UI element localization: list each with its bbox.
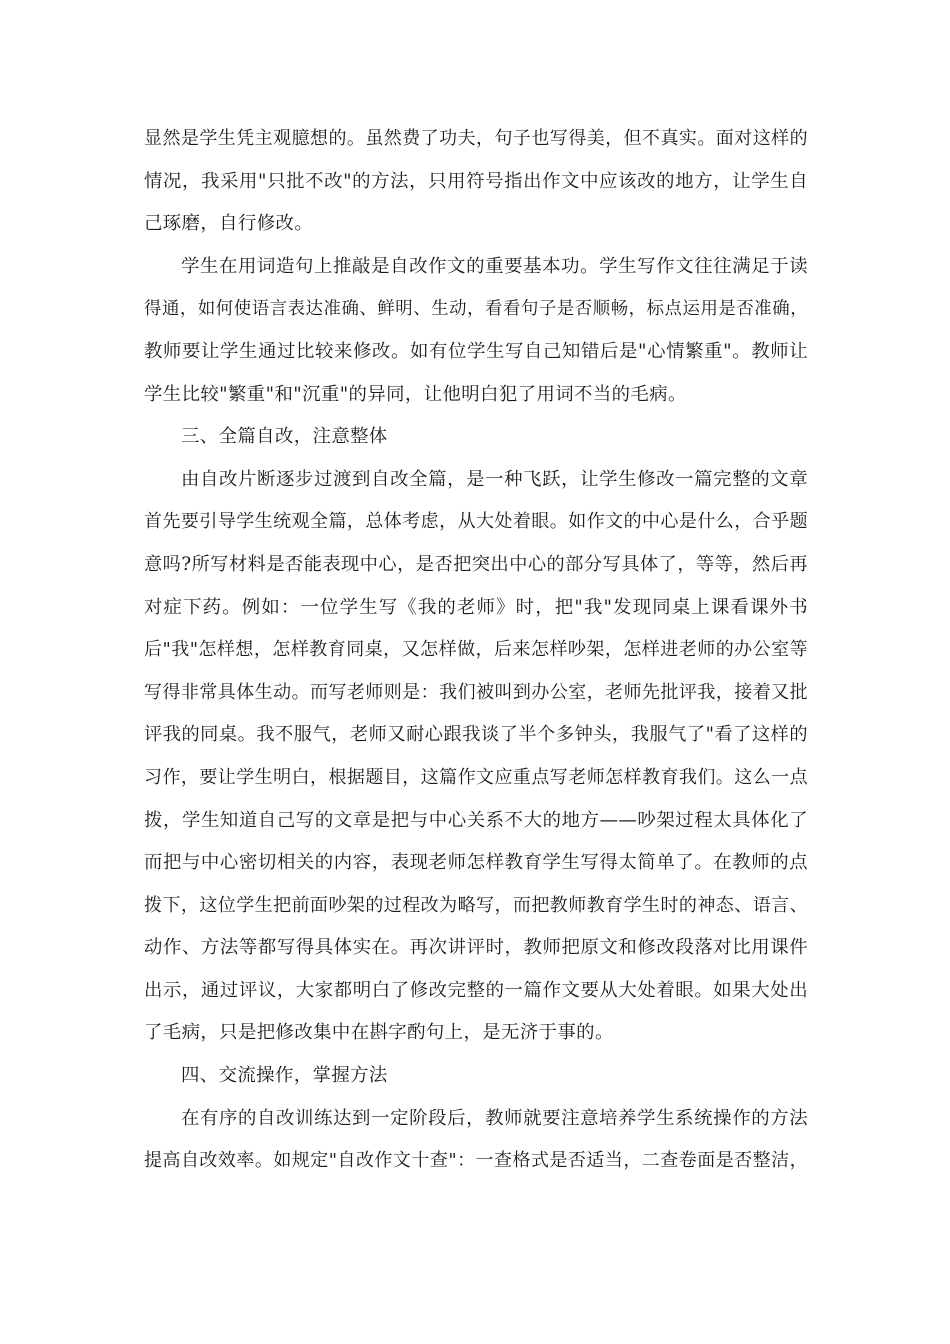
body-line-07: 学生比较"繁重"和"沉重"的异同，让他明白犯了用词不当的毛病。 — [144, 383, 687, 405]
body-line-21: 出示，通过评议，大家都明白了修改完整的一篇作文要从大处着眼。如果大处出 — [144, 979, 808, 1001]
body-line-10: 首先要引导学生统观全篇，总体考虑，从大处着眼。如作文的中心是什么，合乎题 — [144, 511, 808, 533]
section-heading-3: 三、全篇自改，注意整体 — [181, 426, 388, 448]
body-line-22: 了毛病，只是把修改集中在斟字酌句上，是无济于事的。 — [144, 1022, 614, 1044]
body-line-17: 拨，学生知道自己写的文章是把与中心关系不大的地方——吵架过程太具体化了 — [144, 809, 808, 831]
body-line-12: 对症下药。例如：一位学生写《我的老师》时，把"我"发现同桌上课看课外书 — [144, 596, 808, 618]
section-heading-4: 四、交流操作，掌握方法 — [181, 1065, 388, 1087]
body-line-01: 显然是学生凭主观臆想的。虽然费了功夫，句子也写得美，但不真实。面对这样的 — [144, 128, 808, 149]
body-line-05: 得通，如何使语言表达准确、鲜明、生动，看看句子是否顺畅，标点运用是否准确， — [144, 299, 808, 320]
body-line-15: 评我的同桌。我不服气，老师又耐心跟我谈了半个多钟头，我服气了"看了这样的 — [144, 724, 808, 746]
body-line-18: 而把与中心密切相关的内容，表现老师怎样教育学生写得太简单了。在教师的点 — [144, 852, 808, 874]
body-line-13: 后"我"怎样想，怎样教育同桌，又怎样做，后来怎样吵架，怎样进老师的办公室等 — [144, 639, 808, 661]
body-line-04: 学生在用词造句上推敲是自改作文的重要基本功。学生写作文往往满足于读 — [181, 255, 808, 277]
document-page — [144, 118, 808, 1183]
body-line-19: 拨下，这位学生把前面吵架的过程改为略写，而把教师教育学生时的神态、语言、 — [144, 894, 808, 916]
body-line-14: 写得非常具体生动。而写老师则是：我们被叫到办公室，老师先批评我，接着又批 — [144, 681, 808, 703]
body-line-20: 动作、方法等都写得具体实在。再次讲评时，教师把原文和修改段落对比用课件 — [144, 937, 808, 959]
body-line-11: 意吗?所写材料是否能表现中心，是否把突出中心的部分写具体了，等等，然后再 — [144, 553, 808, 575]
body-line-02: 情况，我采用"只批不改"的方法，只用符号指出作文中应该改的地方，让学生自 — [144, 170, 808, 192]
body-line-25: 提高自改效率。如规定"自改作文十查"：一查格式是否适当，二查卷面是否整洁， — [144, 1150, 808, 1172]
body-line-16: 习作，要让学生明白，根据题目，这篇作文应重点写老师怎样教育我们。这么一点 — [144, 766, 808, 788]
body-line-24: 在有序的自改训练达到一定阶段后，教师就要注意培养学生系统操作的方法 — [181, 1107, 808, 1129]
body-line-06: 教师要让学生通过比较来修改。如有位学生写自己知错后是"心情繁重"。教师让 — [144, 340, 808, 362]
body-line-09: 由自改片断逐步过渡到自改全篇，是一种飞跃，让学生修改一篇完整的文章 — [181, 468, 808, 490]
body-line-03: 己琢磨，自行修改。 — [144, 213, 314, 235]
